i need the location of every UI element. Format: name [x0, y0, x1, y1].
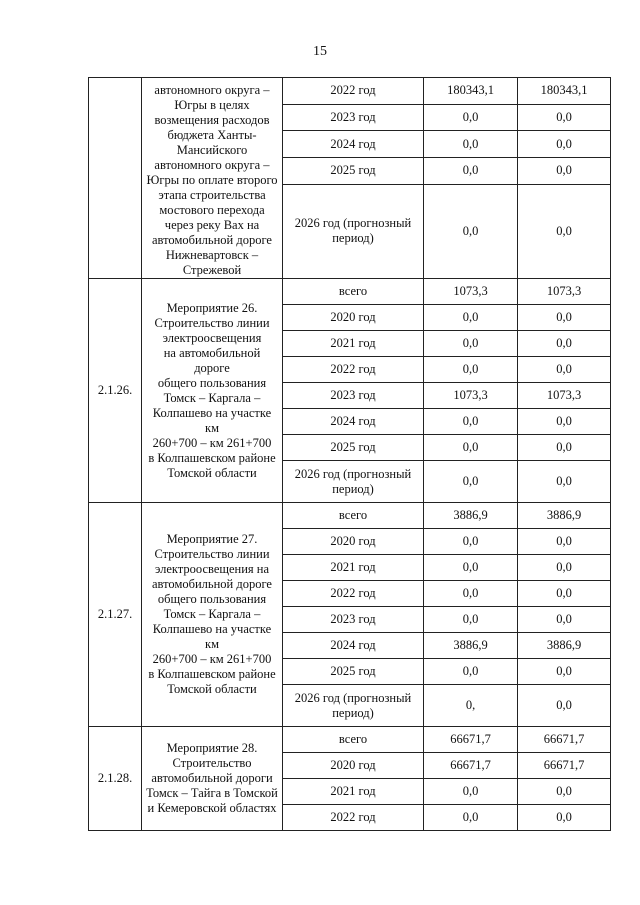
period-cell: 2021 год: [283, 331, 424, 357]
description-line: и Кемеровской областях: [147, 801, 277, 815]
budget-table: [88, 77, 611, 831]
item-code: 2.1.27.: [89, 503, 142, 727]
amount-source-cell: 0,0: [518, 184, 611, 278]
description-line: автомобильной дороге: [152, 577, 272, 591]
description-line: в Колпашевском районе: [148, 667, 276, 681]
description-line: Томск – Тайга в Томской: [146, 786, 278, 800]
item-description: [142, 727, 283, 831]
page-number: 15: [313, 44, 327, 59]
description-line: Строительство линии: [154, 315, 270, 330]
period-cell: 2020 год: [283, 529, 424, 555]
period-cell: 2023 год: [283, 607, 424, 633]
description-line: Томск – Каргала –: [163, 607, 261, 621]
amount-total-cell: 0,0: [424, 779, 518, 805]
amount-total-cell: 0,0: [424, 461, 518, 503]
description-line: автомобильной дороги: [151, 771, 273, 785]
description-line: этапа строительства: [158, 188, 266, 202]
description-line: Строительство линии: [154, 547, 270, 561]
amount-total-cell: 0,0: [424, 805, 518, 831]
amount-source-cell: 3886,9: [518, 633, 611, 659]
item-code: 2.1.26.: [89, 279, 142, 503]
period-cell: 2025 год: [283, 157, 424, 184]
description-line: электроосвещения: [162, 330, 262, 345]
table-row: [89, 503, 611, 529]
description-line: Югры по оплате второго: [146, 173, 278, 187]
amount-source-cell: 0,0: [518, 104, 611, 131]
amount-source-cell: 0,0: [518, 659, 611, 685]
description-line: Мероприятие 28.: [166, 741, 258, 755]
period-cell: 2024 год: [283, 131, 424, 158]
description-line: общего пользования: [157, 375, 267, 390]
period-cell: 2021 год: [283, 555, 424, 581]
amount-total-cell: 0,0: [424, 184, 518, 278]
table-row: [89, 279, 611, 305]
description-line: мостового перехода: [159, 203, 265, 217]
description-line: автомобильной дороге: [152, 233, 272, 247]
description-line: автономного округа –: [154, 83, 270, 97]
period-cell: 2022 год: [283, 357, 424, 383]
description-line: Югры в целях: [174, 98, 250, 112]
amount-source-cell: 0,0: [518, 131, 611, 158]
period-cell: 2024 год: [283, 633, 424, 659]
description-line: автономного округа –: [154, 158, 270, 172]
amount-total-cell: 3886,9: [424, 633, 518, 659]
period-cell: всего: [283, 279, 424, 305]
period-cell: 2026 год (прогнозный период): [283, 685, 424, 727]
amount-total-cell: 0,: [424, 685, 518, 727]
description-line: в Колпашевском районе: [148, 450, 276, 465]
description-line: Томск – Каргала –: [163, 390, 261, 405]
description-line: общего пользования: [157, 592, 267, 606]
period-cell: 2022 год: [283, 805, 424, 831]
amount-source-cell: 0,0: [518, 529, 611, 555]
period-cell: 2021 год: [283, 779, 424, 805]
amount-total-cell: 66671,7: [424, 727, 518, 753]
amount-source-cell: 0,0: [518, 357, 611, 383]
amount-total-cell: 66671,7: [424, 753, 518, 779]
amount-source-cell: 1073,3: [518, 279, 611, 305]
period-cell: всего: [283, 503, 424, 529]
description-line: возмещения расходов: [154, 113, 270, 127]
description-line: Мероприятие 27.: [166, 532, 258, 546]
description-line: через реку Вах на: [164, 218, 260, 232]
period-cell: 2024 год: [283, 409, 424, 435]
amount-total-cell: 0,0: [424, 104, 518, 131]
amount-source-cell: 66671,7: [518, 753, 611, 779]
period-cell: 2022 год: [283, 78, 424, 105]
amount-source-cell: 0,0: [518, 779, 611, 805]
amount-source-cell: 0,0: [518, 805, 611, 831]
description-line: электроосвещения на: [154, 562, 270, 576]
period-cell: 2020 год: [283, 753, 424, 779]
amount-source-cell: 0,0: [518, 555, 611, 581]
period-cell: 2020 год: [283, 305, 424, 331]
amount-total-cell: 0,0: [424, 435, 518, 461]
amount-total-cell: 0,0: [424, 581, 518, 607]
table-body: [89, 78, 611, 831]
amount-source-cell: 1073,3: [518, 383, 611, 409]
amount-total-cell: 0,0: [424, 555, 518, 581]
description-line: бюджета Ханты-: [167, 128, 257, 142]
period-cell: 2023 год: [283, 383, 424, 409]
amount-total-cell: 0,0: [424, 607, 518, 633]
period-cell: 2023 год: [283, 104, 424, 131]
amount-source-cell: 3886,9: [518, 503, 611, 529]
description-line: 260+700 – км 261+700: [152, 652, 272, 666]
amount-source-cell: 0,0: [518, 157, 611, 184]
amount-source-cell: 0,0: [518, 461, 611, 503]
period-cell: всего: [283, 727, 424, 753]
item-code: 2.1.28.: [89, 727, 142, 831]
table-row: [89, 727, 611, 753]
item-code: [89, 78, 142, 279]
description-line: Стрежевой: [182, 263, 242, 277]
amount-total-cell: 0,0: [424, 659, 518, 685]
item-description: [142, 78, 283, 279]
amount-source-cell: 180343,1: [518, 78, 611, 105]
amount-source-cell: 0,0: [518, 331, 611, 357]
description-line: Нижневартовск –: [165, 248, 259, 262]
description-line: Колпашево на участке км: [152, 622, 272, 651]
description-line: Мансийского: [176, 143, 248, 157]
amount-total-cell: 3886,9: [424, 503, 518, 529]
item-description: [142, 503, 283, 727]
period-cell: 2025 год: [283, 659, 424, 685]
description-line: Колпашево на участке км: [152, 405, 272, 435]
description-line: Строительство: [172, 756, 252, 770]
amount-total-cell: 0,0: [424, 529, 518, 555]
amount-total-cell: 0,0: [424, 157, 518, 184]
amount-total-cell: 0,0: [424, 305, 518, 331]
item-description: [142, 279, 283, 503]
description-line: на автомобильной дороге: [163, 345, 261, 375]
amount-total-cell: 1073,3: [424, 279, 518, 305]
amount-source-cell: 0,0: [518, 305, 611, 331]
amount-total-cell: 0,0: [424, 409, 518, 435]
description-line: 260+700 – км 261+700: [152, 435, 272, 450]
period-cell: 2025 год: [283, 435, 424, 461]
amount-source-cell: 0,0: [518, 435, 611, 461]
amount-source-cell: 0,0: [518, 685, 611, 727]
description-line: Томской области: [167, 465, 257, 480]
amount-total-cell: 0,0: [424, 131, 518, 158]
amount-source-cell: 0,0: [518, 581, 611, 607]
amount-source-cell: 0,0: [518, 409, 611, 435]
amount-source-cell: 0,0: [518, 607, 611, 633]
description-line: Мероприятие 26.: [166, 300, 258, 315]
amount-total-cell: 180343,1: [424, 78, 518, 105]
amount-total-cell: 0,0: [424, 331, 518, 357]
period-cell: 2026 год (прогнозный период): [283, 184, 424, 278]
amount-source-cell: 66671,7: [518, 727, 611, 753]
description-line: Томской области: [167, 682, 257, 696]
amount-total-cell: 0,0: [424, 357, 518, 383]
amount-total-cell: 1073,3: [424, 383, 518, 409]
period-cell: 2022 год: [283, 581, 424, 607]
table-row: [89, 78, 611, 105]
period-cell: 2026 год (прогнозный период): [283, 461, 424, 503]
